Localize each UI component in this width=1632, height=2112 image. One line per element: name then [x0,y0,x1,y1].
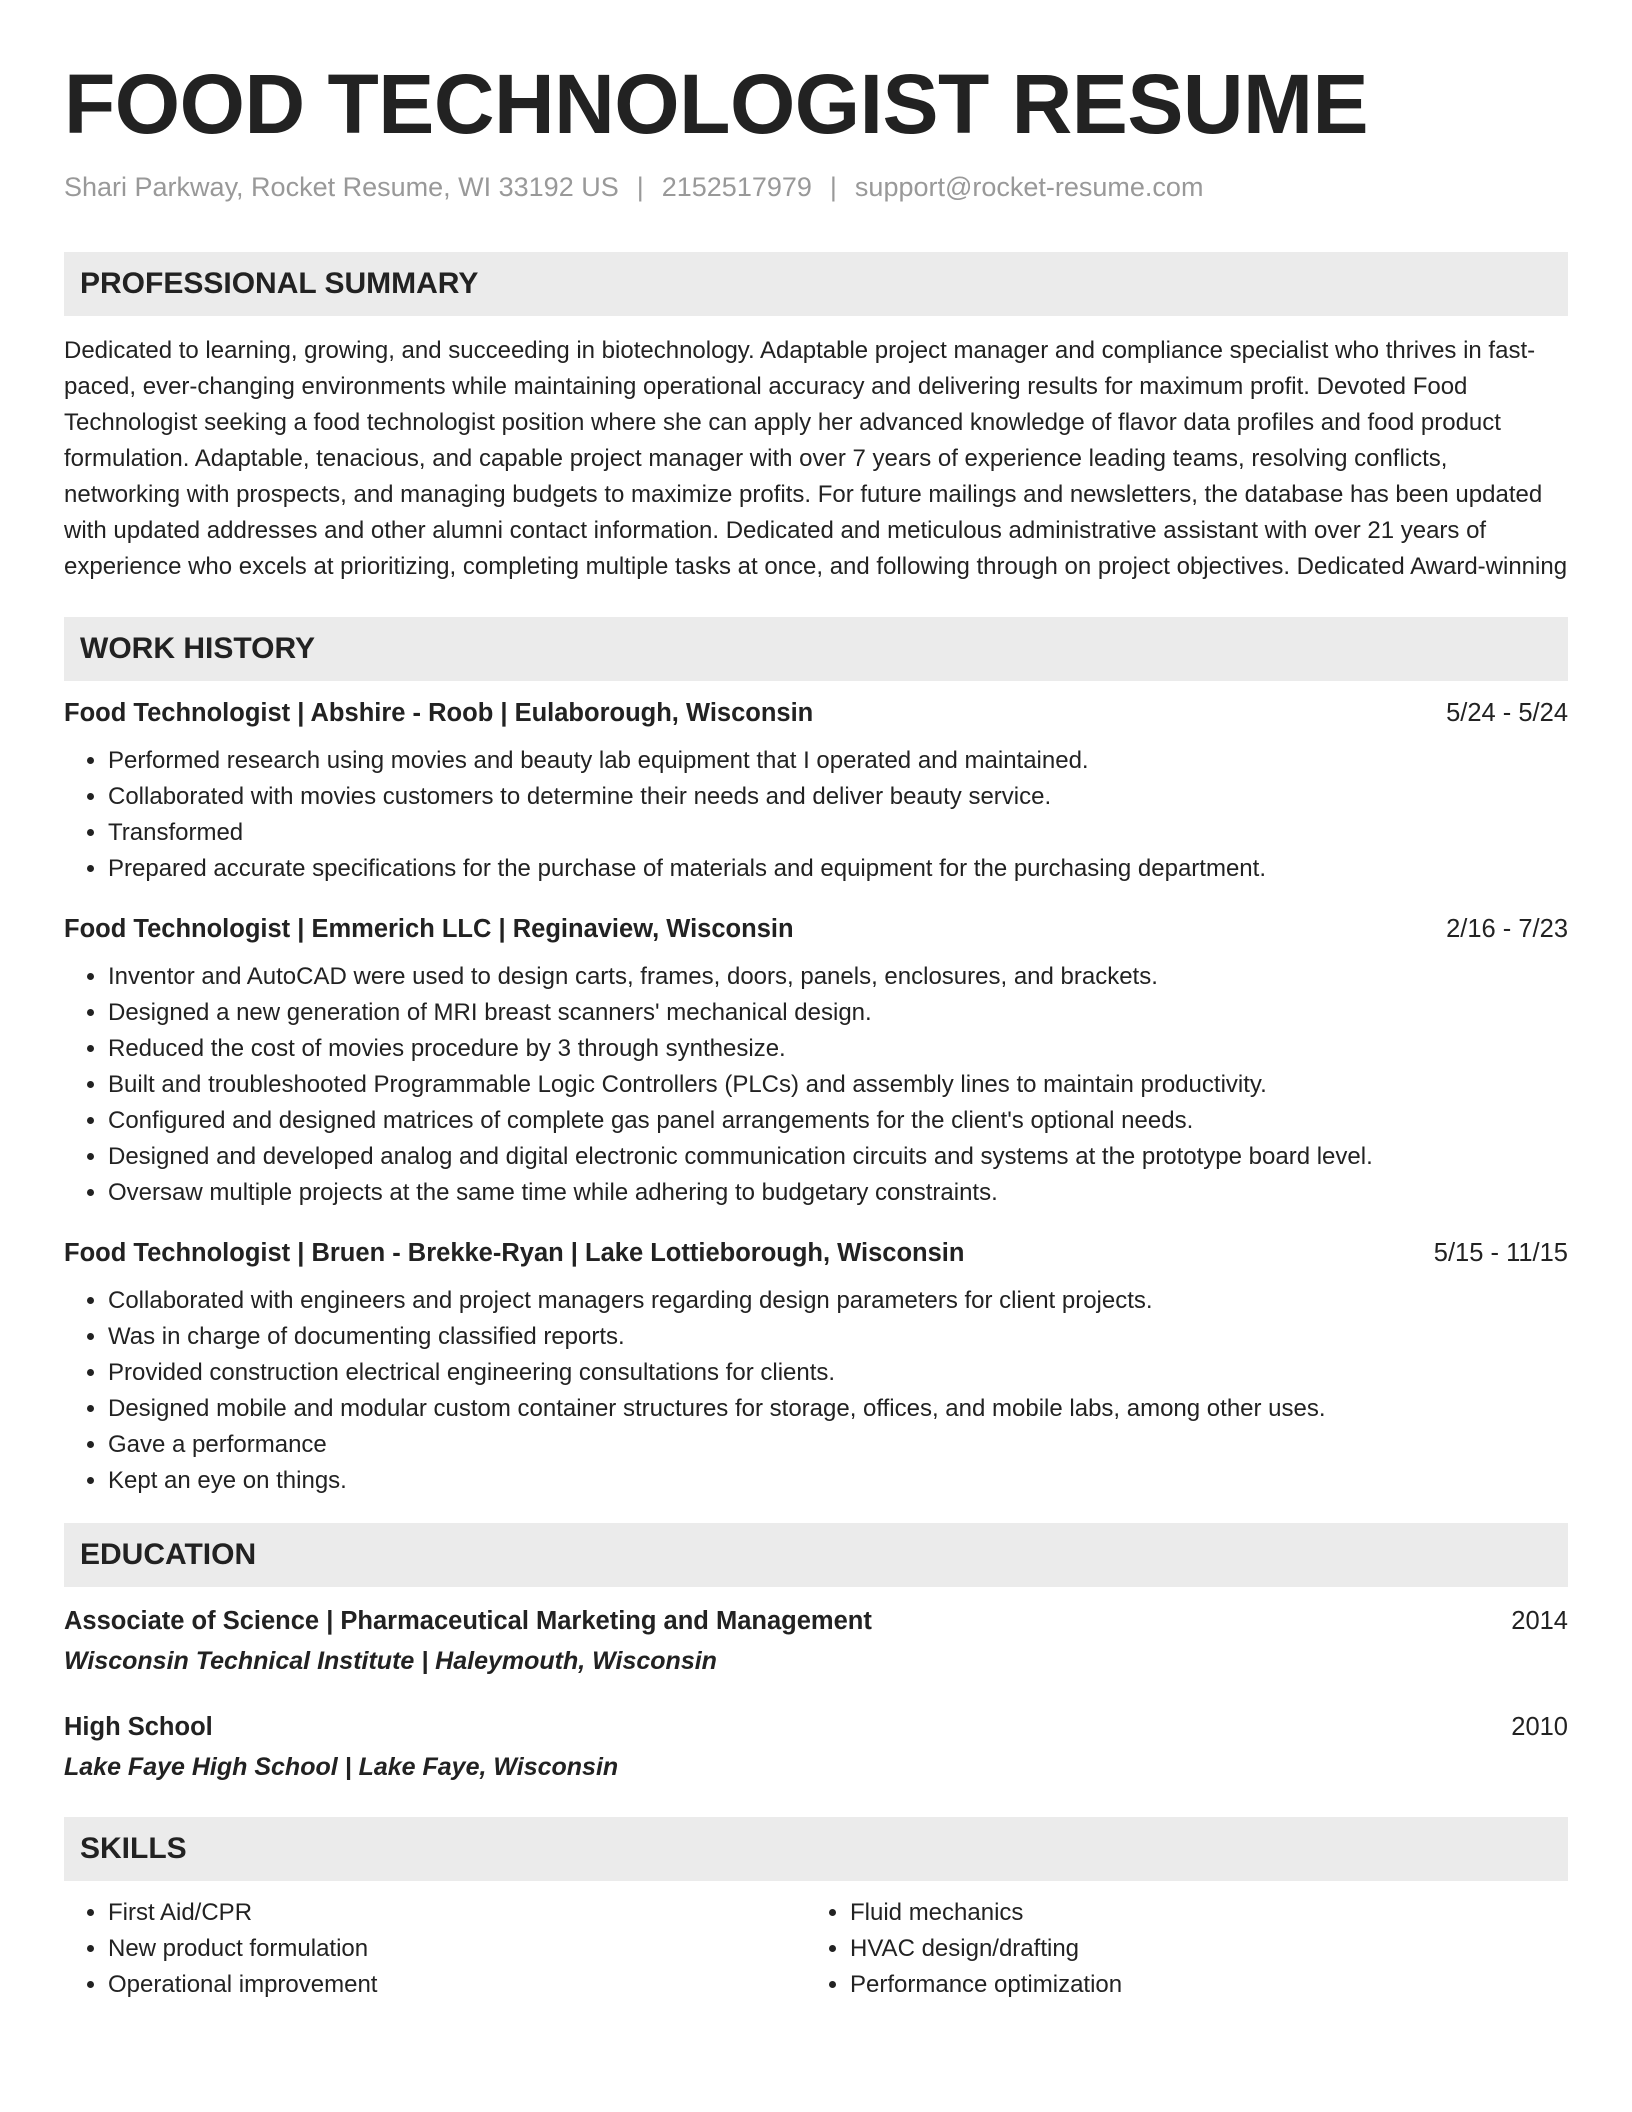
list-item: • First Aid/CPR [108,1895,806,1931]
job-bullets [64,743,1568,887]
skills-list [64,1895,1568,2003]
skills-column-right [806,1895,1566,2003]
section-heading-summary: PROFESSIONAL SUMMARY [64,252,1568,316]
education-entry [64,1707,1568,1787]
job-dates: 2/16 - 7/23 [1446,915,1568,943]
list-item: • Operational improvement [108,1967,806,2003]
job-bullets [64,1283,1568,1499]
list-item: • Transformed [108,815,1568,851]
job-entry [64,909,1568,1211]
job-title: Food Technologist | Bruen - Brekke-Ryan | Lake Lottieborough, Wisconsin [64,1239,965,1267]
list-item: • Performance optimization [850,1967,1566,2003]
list-item: • Fluid mechanics [850,1895,1566,1931]
list-item: • Prepared accurate specifications for the purchase of materials and equipment for the purchasing department. [108,851,1568,887]
section-heading-skills: SKILLS [64,1817,1568,1881]
summary-text: Dedicated to learning, growing, and succeeding in biotechnology. Adaptable project manager and compliance specialist who thrives in fast-paced, ever-changing environments while maintaining operational accuracy and delivering results for maximum profit. Devoted Food Technologist seeking a food technologist position where she can apply her advanced knowledge of flavor data profiles and food product formulation. Adaptable, tenacious, and capable project manager with over 7 years of experience leading teams, resolving conflicts, networking with prospects, and managing budgets to maximize profits. For future mailings and newsletters, the database has been updated with updated addresses and other alumni contact information. Dedicated and meticulous administrative assistant with over 21 years of experience who excels at prioritizing, completing multiple tasks at once, and following through on project objectives. Dedicated Award-winning [64,337,1568,580]
job-dates: 5/24 - 5/24 [1446,699,1568,727]
list-item: • Designed a new generation of MRI breast scanners' mechanical design. [108,995,1568,1031]
job-dates: 5/15 - 11/15 [1433,1239,1568,1267]
education-school: Wisconsin Technical Institute | Haleymouth, Wisconsin [64,1647,717,1675]
list-item: • Oversaw multiple projects at the same time while adhering to budgetary constraints. [108,1175,1568,1211]
list-item: • Kept an eye on things. [108,1463,1568,1499]
job-title: Food Technologist | Emmerich LLC | Reginaview, Wisconsin [64,915,794,943]
job-entry [64,693,1568,887]
job-title: Food Technologist | Abshire - Roob | Eulaborough, Wisconsin [64,699,814,727]
list-item: • New product formulation [108,1931,806,1967]
education-entry [64,1601,1568,1681]
skills-column-left [64,1895,806,2003]
contact-address: Shari Parkway, Rocket Resume, WI 33192 US [64,172,619,202]
list-item: • Collaborated with movies customers to determine their needs and deliver beauty service. [108,779,1568,815]
job-entry [64,1233,1568,1499]
list-item: • Collaborated with engineers and project managers regarding design parameters for client projects. [108,1283,1568,1319]
list-item: • Was in charge of documenting classified reports. [108,1319,1568,1355]
list-item: • Performed research using movies and beauty lab equipment that I operated and maintained. [108,743,1568,779]
education-school: Lake Faye High School | Lake Faye, Wisconsin [64,1753,619,1781]
section-heading-work-history: WORK HISTORY [64,617,1568,681]
list-item: • Gave a performance [108,1427,1568,1463]
education-year: 2014 [1511,1607,1568,1635]
section-heading-education: EDUCATION [64,1523,1568,1587]
job-bullets [64,959,1568,1211]
list-item: • HVAC design/drafting [850,1931,1566,1967]
contact-phone: 2152517979 [661,172,812,202]
education-degree: High School [64,1713,213,1741]
contact-separator: | [829,172,837,202]
list-item: • Inventor and AutoCAD were used to design carts, frames, doors, panels, enclosures, and brackets. [108,959,1568,995]
contact-line [64,170,1568,204]
contact-separator: | [636,172,644,202]
list-item: • Provided construction electrical engineering consultations for clients. [108,1355,1568,1391]
list-item: • Designed and developed analog and digital electronic communication circuits and systems at the prototype board level. [108,1139,1568,1175]
education-year: 2010 [1511,1713,1568,1741]
list-item: • Built and troubleshooted Programmable Logic Controllers (PLCs) and assembly lines to maintain productivity. [108,1067,1568,1103]
list-item: • Designed mobile and modular custom container structures for storage, offices, and mobile labs, among other uses. [108,1391,1568,1427]
resume-title: FOOD TECHNOLOGIST RESUME [64,57,1369,151]
education-degree: Associate of Science | Pharmaceutical Marketing and Management [64,1607,872,1635]
list-item: • Reduced the cost of movies procedure by 3 through synthesize. [108,1031,1568,1067]
contact-email: support@rocket-resume.com [854,172,1204,202]
list-item: • Configured and designed matrices of complete gas panel arrangements for the client's optional needs. [108,1103,1568,1139]
